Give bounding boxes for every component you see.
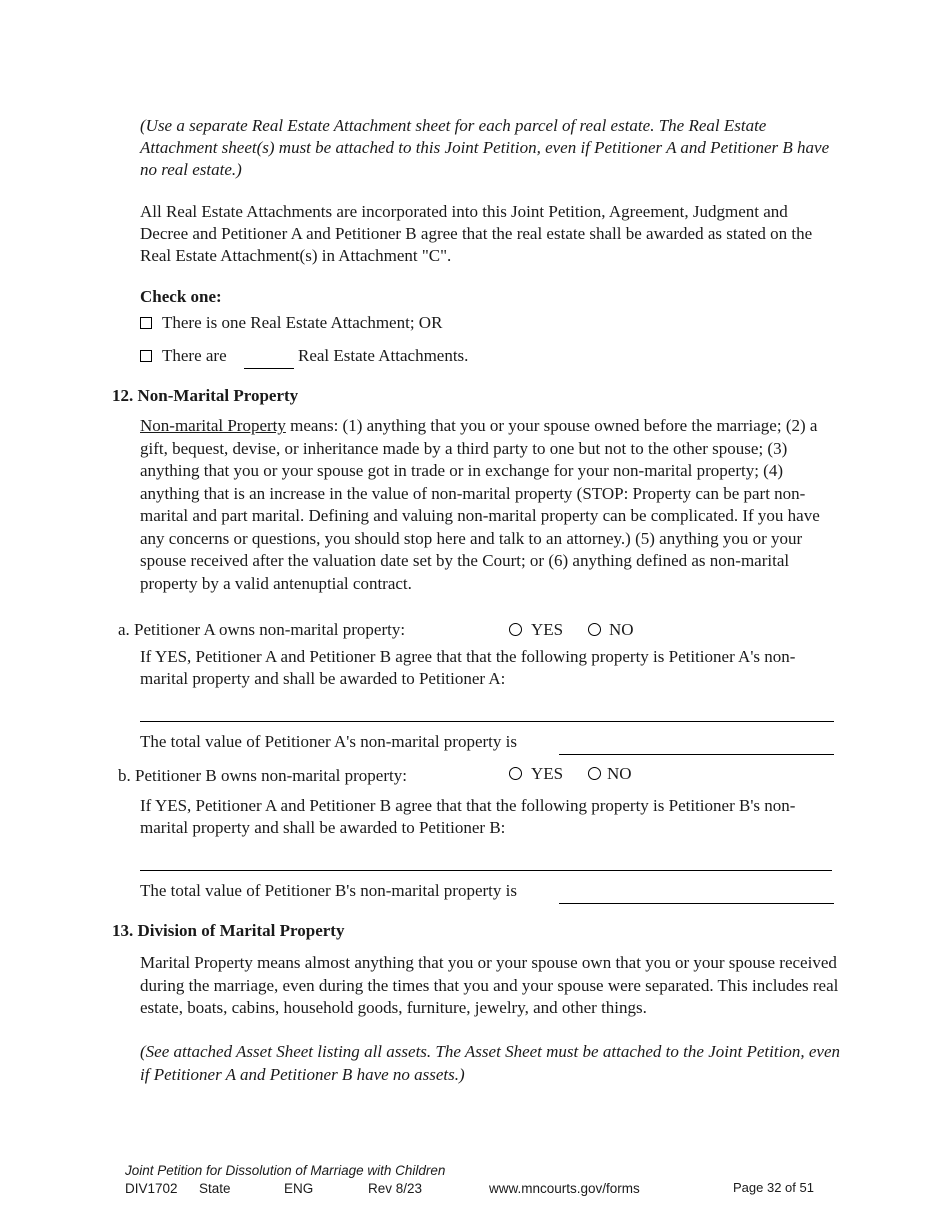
footer-form-id: DIV1702: [125, 1181, 178, 1196]
petitioner-b-property-field[interactable]: [140, 870, 832, 871]
petitioner-a-no-label: NO: [609, 620, 634, 639]
real-estate-attachment-note: (Use a separate Real Estate Attachment sheet for each parcel of real estate. The Real Estate Attachment sheet(s) must be attached to this Joint Petition, even if Petitioner A and Petitioner B have no real estate.): [140, 116, 830, 179]
petitioner-b-total-label: The total value of Petitioner B's non-marital property is: [140, 881, 517, 900]
footer-form-title: Joint Petition for Dissolution of Marriage with Children: [125, 1163, 446, 1178]
petitioner-a-yes-label: YES: [531, 620, 564, 639]
petitioner-b-total-field[interactable]: [559, 903, 834, 904]
petitioner-a-total-field[interactable]: [559, 754, 834, 755]
petitioner-a-yes-radio[interactable]: [509, 623, 522, 636]
attachment-count-field[interactable]: [244, 368, 294, 369]
footer-page-number: Page 32 of 51: [733, 1180, 814, 1195]
petitioner-b-no-radio[interactable]: [588, 767, 601, 780]
petitioner-b-if-yes-text: If YES, Petitioner A and Petitioner B agree that that the following property is Petitioner B's non-marital property and shall be awarded to Petitioner B:: [140, 796, 796, 837]
check-one-label: Check one:: [140, 287, 222, 306]
petitioner-a-property-field[interactable]: [140, 721, 834, 722]
footer-url[interactable]: www.mncourts.gov/forms: [489, 1181, 640, 1196]
petitioner-b-yes-label: YES: [531, 764, 564, 783]
one-attachment-checkbox[interactable]: [140, 317, 152, 329]
multiple-attachments-prefix: There are: [162, 346, 227, 365]
petitioner-a-total-label: The total value of Petitioner A's non-marital property is: [140, 732, 517, 751]
footer-language: ENG: [284, 1181, 314, 1196]
asset-sheet-note: (See attached Asset Sheet listing all assets. The Asset Sheet must be attached to the Joint Petition, even if Petitioner A and Petitioner B have no assets.): [140, 1042, 840, 1084]
petitioner-b-question: b. Petitioner B owns non-marital property:: [118, 766, 407, 785]
multiple-attachments-checkbox[interactable]: [140, 350, 152, 362]
non-marital-definition: [140, 415, 840, 595]
section-13-heading: 13. Division of Marital Property: [112, 921, 345, 940]
marital-property-definition: Marital Property means almost anything that you or your spouse own that you or your spouse received during the marriage, even during the times that you and your spouse were separated. This includes real estate, boats, cabins, household goods, furniture, jewelry, and other things.: [140, 953, 839, 1017]
multiple-attachments-suffix: Real Estate Attachments.: [298, 346, 469, 365]
petitioner-a-if-yes-text: If YES, Petitioner A and Petitioner B agree that that the following property is Petitioner A's non-marital property and shall be awarded to Petitioner A:: [140, 647, 796, 688]
defined-term: Non-marital Property: [140, 416, 286, 435]
footer-jurisdiction: State: [199, 1181, 231, 1196]
section-12-heading: 12. Non-Marital Property: [112, 386, 299, 405]
petitioner-b-yes-radio[interactable]: [509, 767, 522, 780]
petitioner-b-no-label: NO: [607, 764, 632, 783]
one-attachment-label: There is one Real Estate Attachment; OR: [162, 313, 443, 332]
petitioner-a-no-radio[interactable]: [588, 623, 601, 636]
petitioner-a-question: a. Petitioner A owns non-marital property:: [118, 620, 406, 639]
footer-revision: Rev 8/23: [368, 1181, 423, 1196]
real-estate-incorporation-text: All Real Estate Attachments are incorporated into this Joint Petition, Agreement, Judgment and Decree and Petitioner A and Petitioner B agree that the real estate shall be awarded as stated on the Real Estate Attachment(s) in Attachment "C".: [140, 202, 813, 265]
definition-text: means: (1) anything that you or your spouse owned before the marriage; (2) a gift, bequest, devise, or inheritance made by a third party to one but not to the other spouse; (3) anything that you or your spouse got in trade or in exchange for your non-marital property; (4) anything that is an increase in the value of non-marital property (STOP: Property can be part non-marital and part marital. Defining and valuing non-marital property can be complicated. If you have any concerns or questions, you should stop here and talk to an attorney.) (5) anything you or your spouse received after the valuation date set by the Court; or (6) anything defined as non-marital property by a valid antenuptial contract.: [140, 416, 820, 593]
